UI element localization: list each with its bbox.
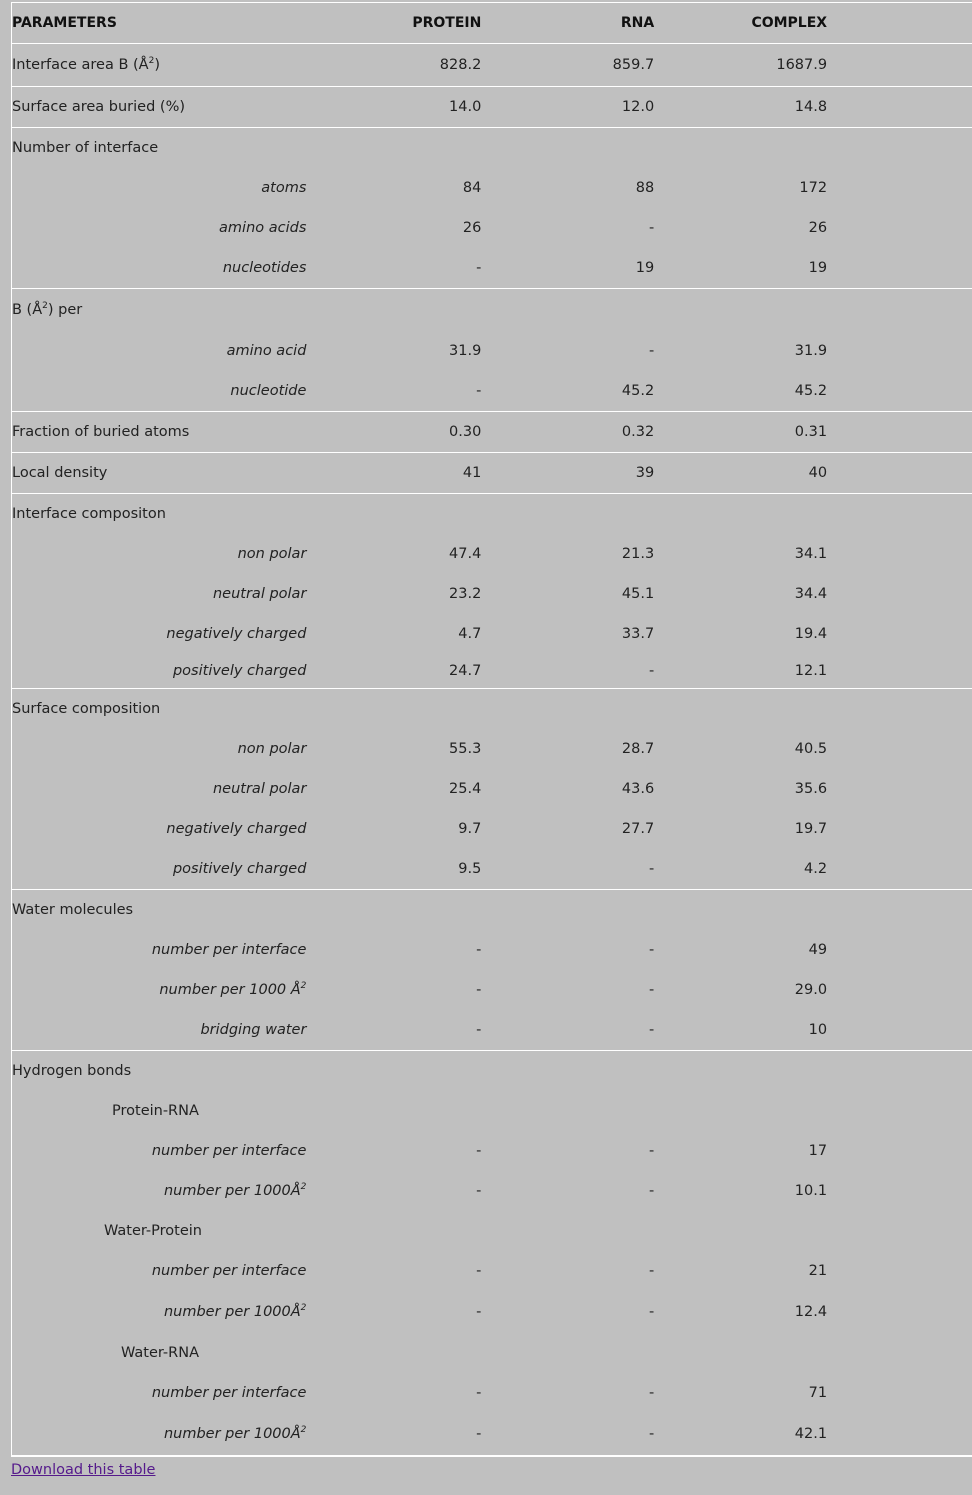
protein-value: - (476, 942, 482, 958)
rna-value: - (648, 220, 655, 236)
table-row (12, 494, 972, 535)
parameters-table (11, 2, 972, 1457)
complex-value: 10 (808, 1022, 828, 1038)
protein-value: - (476, 383, 482, 399)
row-label: Fraction of buried atoms (12, 412, 307, 453)
protein-value: - (476, 1385, 482, 1401)
protein-value: - (476, 1183, 482, 1199)
rna-value: 21.3 (621, 546, 655, 562)
table-row (12, 1051, 972, 1092)
sub-label: number per interface (151, 1385, 307, 1401)
rna-value: - (648, 343, 655, 359)
sub-label: number per interface (151, 942, 307, 958)
complex-value: 26 (808, 220, 828, 236)
rna-value: - (648, 1022, 655, 1038)
table-row (12, 809, 972, 849)
table-row (12, 890, 972, 931)
table-row (12, 1131, 972, 1171)
rna-value: - (648, 1263, 655, 1279)
protein-value: 47.4 (449, 546, 482, 562)
table-row (12, 128, 972, 169)
complex-value: 4.2 (804, 861, 828, 877)
protein-value: 41 (306, 453, 481, 494)
table-row (12, 534, 972, 574)
complex-value: 45.2 (794, 383, 828, 399)
rna-value: - (648, 1304, 655, 1320)
sub-label: number per interface (151, 1263, 307, 1279)
protein-value: 14.0 (306, 87, 481, 128)
subgroup-label: Water-RNA (121, 1345, 200, 1361)
complex-value: 19.7 (794, 821, 828, 837)
group-label: Surface composition (12, 689, 307, 730)
table-row (12, 1291, 972, 1333)
complex-value: 14.8 (654, 87, 827, 128)
table-row (12, 44, 972, 87)
subgroup-label: Water-Protein (104, 1223, 202, 1239)
rna-value: 39 (481, 453, 654, 494)
protein-value: 55.3 (449, 741, 482, 757)
table-row (12, 168, 972, 208)
download-table-link[interactable]: Download this table (11, 1462, 156, 1478)
rna-value: 19 (635, 260, 655, 276)
complex-value: 34.1 (794, 546, 828, 562)
complex-value: 35.6 (794, 781, 828, 797)
row-label: Interface area B $(Å^2)$ (12, 44, 307, 87)
rna-value: 43.6 (621, 781, 655, 797)
complex-value: 40 (654, 453, 827, 494)
table-row (12, 614, 972, 654)
protein-value: 24.7 (449, 663, 482, 679)
rna-value: - (648, 663, 655, 679)
table-row (12, 371, 972, 412)
table-row (12, 970, 972, 1010)
rna-value: 859.7 (481, 44, 654, 87)
complex-value: 1687.9 (654, 44, 827, 87)
row-label: Surface area buried (%) (12, 87, 307, 128)
complex-value: 42.1 (654, 1413, 827, 1456)
header-rna: RNA (620, 15, 655, 31)
table-row (12, 453, 972, 494)
row-label: Local density (12, 453, 307, 494)
rna-value: 28.7 (621, 741, 655, 757)
protein-value: - (476, 1022, 482, 1038)
complex-value: 29.0 (794, 982, 828, 998)
table-row (12, 574, 972, 614)
header-complex: COMPLEX (751, 15, 828, 31)
table-header-row (12, 3, 972, 44)
sub-label: number per interface (151, 1143, 307, 1159)
sub-label: nucleotide (230, 383, 307, 399)
complex-value: 19 (808, 260, 828, 276)
group-label: B $(Å^2)$ per (12, 289, 307, 332)
table-row (12, 1251, 972, 1291)
complex-value: 31.9 (794, 343, 828, 359)
table-row (12, 689, 972, 730)
group-label: Interface compositon (12, 494, 307, 535)
protein-value: - (476, 260, 482, 276)
rna-value: 12.0 (481, 87, 654, 128)
rna-value: - (648, 1385, 655, 1401)
sub-label: positively charged (172, 861, 307, 877)
complex-value: 49 (808, 942, 828, 958)
sub-label: nucleotides (222, 260, 307, 276)
protein-value: 828.2 (306, 44, 481, 87)
table-row (12, 1333, 972, 1373)
sub-label: negatively charged (166, 626, 307, 642)
rna-value: - (648, 982, 655, 998)
sub-label: neutral polar (212, 781, 307, 797)
complex-value: 12.4 (794, 1304, 828, 1320)
sub-label: number per $1000Å^2$ (163, 1182, 307, 1199)
rna-value: - (648, 861, 655, 877)
rna-value: - (648, 1143, 655, 1159)
rna-value: - (648, 1183, 655, 1199)
group-label: Hydrogen bonds (12, 1051, 307, 1092)
protein-value: 31.9 (449, 343, 482, 359)
sub-label: number per 1000 $Å^2$ (159, 981, 307, 998)
sub-label: bridging water (200, 1022, 307, 1038)
rna-value: 45.2 (621, 383, 655, 399)
rna-value: 33.7 (621, 626, 655, 642)
table-row (12, 1413, 972, 1456)
rna-value: 45.1 (621, 586, 655, 602)
complex-value: 34.4 (794, 586, 828, 602)
protein-value: - (306, 1413, 481, 1456)
table-row (12, 208, 972, 248)
table-row (12, 1211, 972, 1251)
sub-label: amino acid (226, 343, 307, 359)
rna-value: - (648, 942, 655, 958)
complex-value: 71 (808, 1385, 828, 1401)
complex-value: 10.1 (794, 1183, 828, 1199)
table-row (12, 849, 972, 890)
sub-label: neutral polar (212, 586, 307, 602)
sub-label: non polar (237, 741, 307, 757)
complex-value: 40.5 (794, 741, 828, 757)
protein-value: 84 (462, 180, 482, 196)
table-row (12, 1010, 972, 1051)
sub-label: negatively charged (166, 821, 307, 837)
complex-value: 172 (799, 180, 828, 196)
complex-value: 19.4 (794, 626, 828, 642)
protein-value: 23.2 (449, 586, 482, 602)
table-row (12, 930, 972, 970)
complex-value: 12.1 (794, 663, 828, 679)
rna-value: - (481, 1413, 654, 1456)
sub-label: non polar (237, 546, 307, 562)
protein-value: - (476, 1143, 482, 1159)
table-row (12, 248, 972, 289)
table-row (12, 87, 972, 128)
protein-value: 0.30 (306, 412, 481, 453)
table-row (12, 769, 972, 809)
rna-value: 88 (635, 180, 655, 196)
complex-value: 21 (808, 1263, 828, 1279)
table-row (12, 729, 972, 769)
protein-value: - (476, 1263, 482, 1279)
protein-value: - (476, 982, 482, 998)
protein-value: - (476, 1304, 482, 1320)
protein-value: 26 (462, 220, 482, 236)
header-parameters: PARAMETERS (12, 15, 117, 31)
protein-value: 4.7 (458, 626, 482, 642)
table-row (12, 289, 972, 332)
subgroup-label: Protein-RNA (112, 1103, 199, 1119)
table-row (12, 654, 972, 689)
sub-label: number per $1000Å^2$ (12, 1413, 307, 1456)
table-row (12, 1091, 972, 1131)
table-row (12, 1171, 972, 1211)
complex-value: 17 (808, 1143, 828, 1159)
sub-label: positively charged (172, 663, 307, 679)
sub-label: number per $1000Å^2$ (163, 1303, 307, 1320)
rna-value: 0.32 (481, 412, 654, 453)
protein-value: 9.5 (458, 861, 482, 877)
rna-value: 27.7 (621, 821, 655, 837)
group-label: Water molecules (12, 890, 307, 931)
protein-value: 9.7 (458, 821, 482, 837)
sub-label: amino acids (219, 220, 307, 236)
group-label: Number of interface (12, 128, 307, 169)
header-protein: PROTEIN (412, 15, 482, 31)
table-row (12, 412, 972, 453)
table-row (12, 1373, 972, 1413)
sub-label: atoms (261, 180, 307, 196)
complex-value: 0.31 (654, 412, 827, 453)
protein-value: 25.4 (449, 781, 482, 797)
table-row (12, 331, 972, 371)
